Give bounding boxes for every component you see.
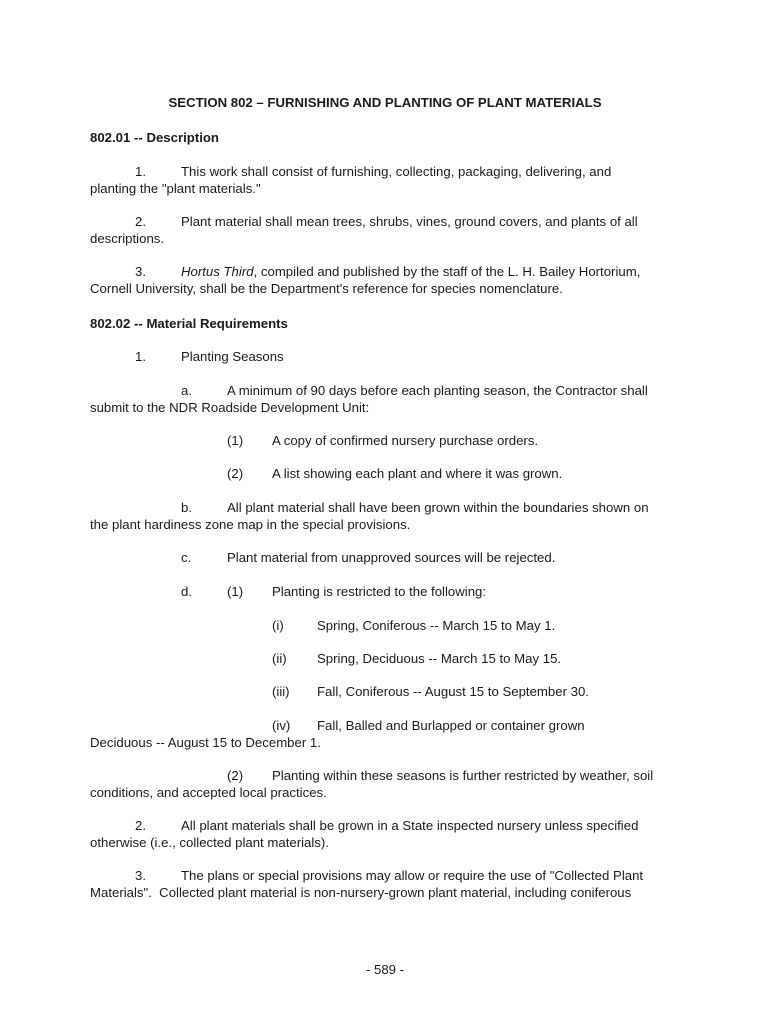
paragraph-text: Plant material shall mean trees, shrubs, vines, ground covers, and plants of all xyxy=(181,214,638,229)
paragraph-text: All plant materials shall be grown in a State inspected nursery unless specified xyxy=(181,818,639,833)
item-number: 2. xyxy=(135,818,146,833)
paragraph-text: planting the "plant materials." xyxy=(90,181,261,196)
item-number: (i) xyxy=(272,618,284,633)
paragraph-text: The plans or special provisions may allow or require the use of "Collected Plant xyxy=(181,868,644,883)
paragraph-text: A minimum of 90 days before each planting season, the Contractor shall xyxy=(227,383,648,398)
paragraph-text: Planting is restricted to the following: xyxy=(272,584,487,599)
item-number: (2) xyxy=(227,768,244,783)
paragraph-text: A copy of confirmed nursery purchase orders. xyxy=(272,433,539,448)
item-number: 3. xyxy=(135,264,146,279)
item-number: (ii) xyxy=(272,651,287,666)
item-letter: d. xyxy=(181,584,192,599)
item-number: (iv) xyxy=(272,718,291,733)
item-letter: b. xyxy=(181,500,192,515)
item-number: (iii) xyxy=(272,684,290,699)
heading-802-02: 802.02 -- Material Requirements xyxy=(90,316,288,331)
paragraph-text: Spring, Coniferous -- March 15 to May 1. xyxy=(317,618,556,633)
paragraph-text: Plant material from unapproved sources will be rejected. xyxy=(227,550,556,565)
paragraph-text: descriptions. xyxy=(90,231,165,246)
paragraph-text-rest: , compiled and published by the staff of the L. H. Bailey Hortorium, xyxy=(253,264,641,279)
book-title: Hortus Third xyxy=(181,264,254,279)
item-number: (1) xyxy=(227,584,244,599)
paragraph-text: Materials". Collected plant material is non-nursery-grown plant material, including coniferous xyxy=(90,885,632,900)
paragraph-text: Planting within these seasons is further restricted by weather, soil xyxy=(272,768,654,783)
item-number: (2) xyxy=(227,466,244,481)
item-number: 3. xyxy=(135,868,146,883)
paragraph-text: the plant hardiness zone map in the special provisions. xyxy=(90,517,411,532)
paragraph-text: submit to the NDR Roadside Development Unit: xyxy=(90,400,370,415)
paragraph-text: Deciduous -- August 15 to December 1. xyxy=(90,735,321,750)
page-number: - 589 - xyxy=(365,962,405,977)
paragraph-text: otherwise (i.e., collected plant materials). xyxy=(90,835,329,850)
paragraph-text: All plant material shall have been grown within the boundaries shown on xyxy=(227,500,649,515)
item-number: 1. xyxy=(135,349,146,364)
item-letter: c. xyxy=(181,550,192,565)
paragraph-text: This work shall consist of furnishing, collecting, packaging, delivering, and xyxy=(181,164,612,179)
paragraph-text: Planting Seasons xyxy=(181,349,284,364)
section-title: SECTION 802 – FURNISHING AND PLANTING OF PLANT MATERIALS xyxy=(168,95,602,110)
item-letter: a. xyxy=(181,383,192,398)
item-number: (1) xyxy=(227,433,244,448)
item-number: 2. xyxy=(135,214,146,229)
heading-802-01: 802.01 -- Description xyxy=(90,130,219,145)
paragraph-text: conditions, and accepted local practices. xyxy=(90,785,327,800)
item-number: 1. xyxy=(135,164,146,179)
paragraph-text: Cornell University, shall be the Department's reference for species nomenclature. xyxy=(90,281,563,296)
paragraph-text: A list showing each plant and where it was grown. xyxy=(272,466,563,481)
paragraph-text xyxy=(181,264,640,280)
paragraph-text: Spring, Deciduous -- March 15 to May 15. xyxy=(317,651,562,666)
paragraph-text: Fall, Balled and Burlapped or container grown xyxy=(317,718,585,733)
paragraph-text: Fall, Coniferous -- August 15 to September 30. xyxy=(317,684,589,699)
